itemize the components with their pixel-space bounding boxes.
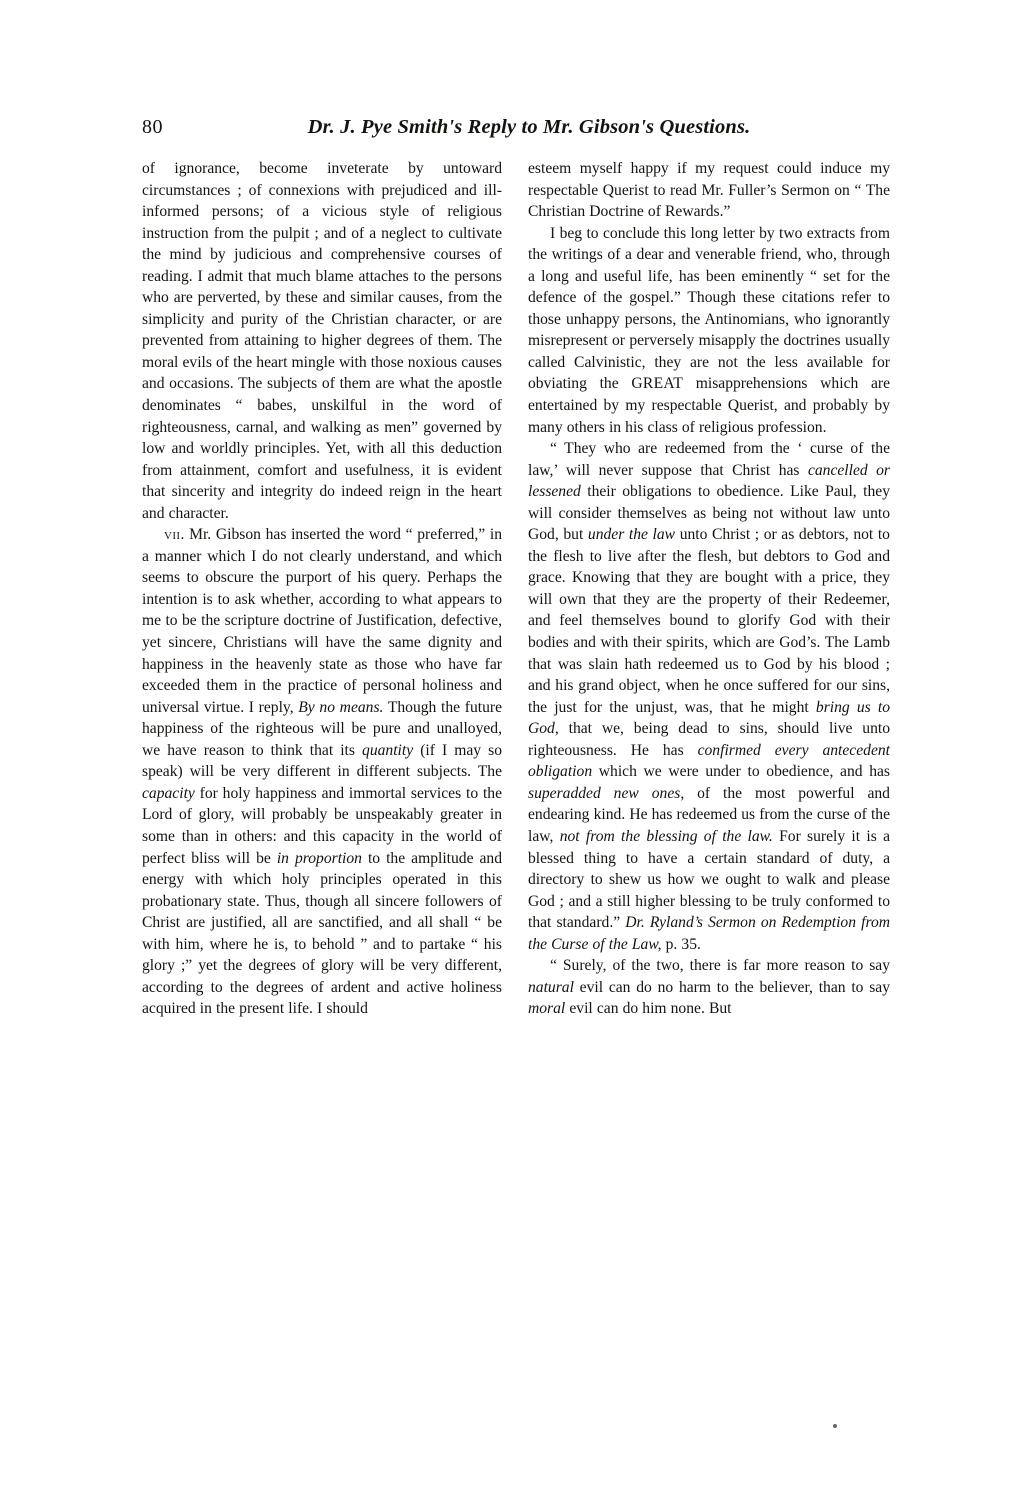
paragraph xyxy=(528,223,890,438)
italic-run: Dr. Ryland’s Sermon on Redemption from the Curse of the Law, xyxy=(528,914,890,953)
italic-run: quantity xyxy=(362,741,414,759)
text-run: (if I may so speak) will be very different in different subjects. The xyxy=(142,741,502,781)
page-number: 80 xyxy=(142,116,163,138)
paragraph xyxy=(528,158,890,223)
running-head xyxy=(142,114,890,140)
italic-run: in proportion xyxy=(276,849,362,867)
text-run: of ignorance, become inveterate by untoward circumstances ; of connexions with prejudiced and ill-informed persons; of a vicious style of religious instruction from the pulpit ; and of a neglect to cultivate the mind by judicious and comprehensive courses of reading. I admit that much blame attaches to the persons who are perverted, by these and similar causes, from the simplicity and purity of the Christian character, or are prevented from attaining to higher degrees of them. The moral evils of the heart mingle with those noxious causes and occasions. The subjects of them are what the apostle denominates “ babes, unskilful in the word of righteousness, carnal, and walking as men” governed by low and worldly principles. Yet, with all this deduction from attainment, comfort and usefulness, it is evident that sincerity and integrity do indeed reign in the heart and character. xyxy=(142,160,502,522)
text-run: I beg to conclude this long letter by two extracts from the writings of a dear and venerable friend, who, through a long and useful life, has been eminently “ set for the defence of the gospel.” Though these citations refer to those unhappy persons, the Antinomians, who ignorantly misrepresent or perversely misapply the doctrines usually called Calvinistic, they are not the less available for obviating the xyxy=(528,224,890,393)
paragraph xyxy=(528,438,890,955)
paragraph xyxy=(142,524,502,1020)
paragraph xyxy=(528,955,890,1020)
italic-run: By no means. xyxy=(298,698,384,716)
italic-run: moral xyxy=(528,1000,566,1018)
text-run: to the amplitude and energy with which holy principles operated in this probationary state. Thus, though all sincere followers of Christ are justified, all are sanctified, and all shall “ be with him, where he is, to behold ” and to partake “ his glory ;” yet the degrees of glory will be very different, according to the degrees of ardent and active holiness acquired in the present life. I should xyxy=(142,849,503,1018)
running-title: Dr. J. Pye Smith's Reply to Mr. Gibson's Questions. xyxy=(307,116,751,138)
text-run: unto Christ ; or as debtors, not to the flesh to live after the flesh, but debtors to God and grace. Knowing that they are bought with a price, they will own that they are the property of their Redeemer, and feel themselves bound to glorify God with their bodies and with their spirits, which are God’s. The Lamb that was slain hath redeemed us to God by his blood ; and his grand object, when he once suffered for our sins, the just for the unjust, was, that he might xyxy=(528,526,890,716)
italic-run: not from the blessing of the law. xyxy=(559,827,773,845)
text-run: their obligations to obedience. Like Paul, they will consider themselves as being not without law unto God, but xyxy=(528,483,890,544)
smallcaps-run: vii xyxy=(164,526,181,544)
italic-run: under the law xyxy=(587,526,676,544)
text-run: for holy happiness and immortal services to the Lord of glory, will probably be unspeakably greater in some than in others: and this capacity in the world of perfect bliss will be xyxy=(142,784,502,867)
scan-artifact-speck xyxy=(833,1424,837,1428)
text-column-left xyxy=(142,158,502,1408)
two-column-body xyxy=(142,158,890,1408)
text-run: . Mr. Gibson has inserted the word “ preferred,” in a manner which I do not clearly understand, and which seems to obscure the purport of his query. Perhaps the intention is to ask whether, according to what appears to me to be the scripture doctrine of Justification, defective, yet sincere, Christians will have the same dignity and happiness in the heavenly state as those who have far exceeded them in the practice of personal holiness and universal virtue. I reply, xyxy=(142,526,502,716)
text-run: , that we, being dead to sins, should live unto righteousness. He has xyxy=(528,720,890,759)
text-run: evil can do no harm to the believer, than to say xyxy=(573,978,890,996)
text-column-right xyxy=(528,158,890,1408)
text-run: which we were under to obedience, and has xyxy=(592,763,890,781)
text-run: p. 35. xyxy=(661,935,701,953)
italic-run: natural xyxy=(528,978,574,996)
text-run: For surely it is a blessed thing to have a certain standard of duty, a directory to shew us how we ought to walk and please God ; and a still higher blessing to be truly conformed to that standard.” xyxy=(528,827,890,932)
text-run: , of the most powerful and endearing kind. He has redeemed us from the curse of the law, xyxy=(528,784,890,845)
italic-run: bring us to God xyxy=(528,698,890,738)
italic-run: cancelled or lessened xyxy=(528,461,890,501)
paragraph xyxy=(142,158,502,524)
text-run: esteem myself happy if my request could induce my respectable Querist to read Mr. Fuller’s Sermon on “ The Christian Doctrine of Rewards.” xyxy=(528,160,890,221)
italic-run: capacity xyxy=(142,784,195,802)
italic-run: confirmed every antecedent obligation xyxy=(528,741,890,781)
text-run: Though the future happiness of the righteous will be pure and unalloyed, we have reason to think that its xyxy=(142,698,502,759)
smallcaps-emphasis-run: GREAT xyxy=(631,375,684,393)
italic-run: superadded new ones xyxy=(528,784,681,802)
text-run: “ They who are redeemed from the ‘ curse of the law,’ will never suppose that Christ has xyxy=(528,440,890,479)
text-run: evil can do him none. But xyxy=(565,1000,732,1018)
text-run: misapprehensions which are entertained by my respectable Querist, and probably by many others in his class of religious profession. xyxy=(528,375,890,436)
text-run: “ Surely, of the two, there is far more reason to say xyxy=(550,957,890,975)
